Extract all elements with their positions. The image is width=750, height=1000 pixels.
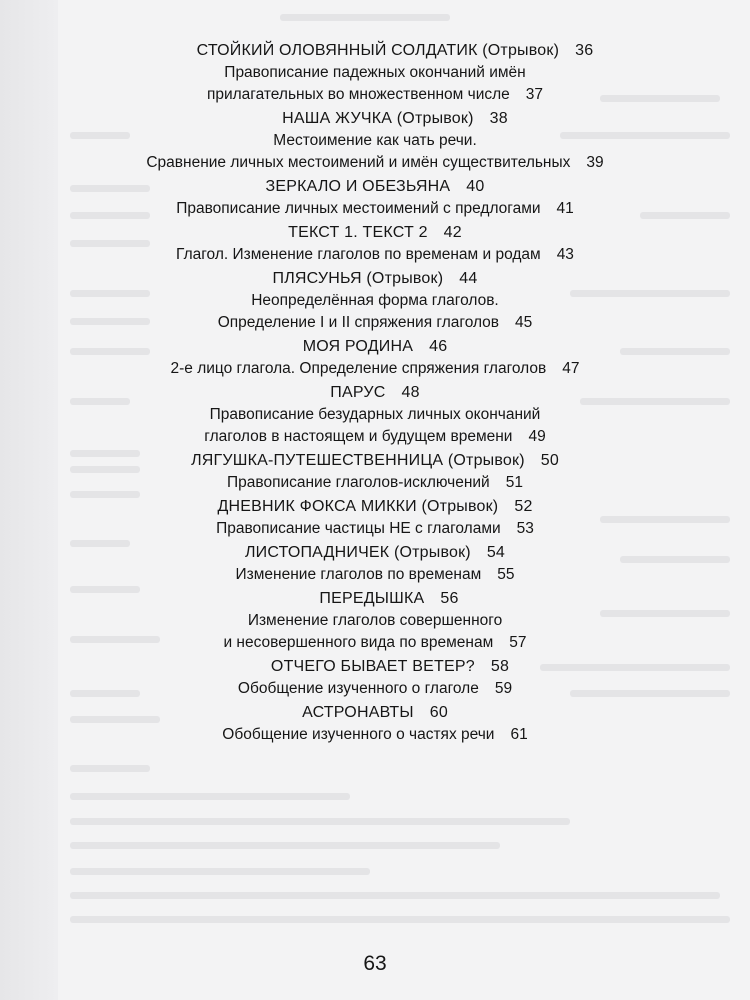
toc-page-number: 43 [556,246,574,263]
toc-entry [0,40,750,106]
toc-entry-title: ЗЕРКАЛО И ОБЕЗЬЯНА 40 [265,178,485,195]
toc-entry-title: НАША ЖУЧКА (Отрывок) 38 [282,110,508,127]
toc-page-number: 61 [510,726,528,743]
toc-subentry: Определение I и II спряжения глаголов 45 [217,314,533,331]
toc-subentry: Местоимение как чать речи. [273,132,477,149]
toc-page-number: 51 [505,474,523,491]
toc-entry [0,496,750,540]
toc-page-number: 57 [509,634,527,651]
toc-entry [0,176,750,220]
toc-page-number: 58 [490,658,510,675]
toc-page-number: 44 [459,270,478,287]
toc-subentry: Правописание падежных окончаний имён [224,64,526,81]
toc-page-number: 41 [556,200,574,217]
toc-entry-title: ТЕКСТ 1. ТЕКСТ 2 42 [288,224,462,241]
toc-subentry: Изменение глаголов совершенного [247,612,503,629]
toc-subentry: Правописание безударных личных окончаний [209,406,541,423]
toc-page-number: 59 [494,680,513,697]
toc-page-number: 40 [466,178,485,195]
toc-page-number: 54 [486,544,506,561]
toc-page-number: 38 [489,110,508,127]
toc-entry-title: ЛЯГУШКА-ПУТЕШЕСТВЕННИЦА (Отрывок) 50 [191,452,559,469]
toc-page-number: 47 [562,360,580,377]
toc-entry [0,222,750,266]
toc-subentry: Неопределённая форма глаголов. [251,292,499,309]
toc-page-number: 55 [497,566,515,583]
toc-page-number: 42 [443,224,462,241]
toc-entry [0,336,750,380]
toc-entry [0,702,750,746]
toc-entry-title: ПАРУС 48 [330,384,420,401]
toc-entry-title: ОТЧЕГО БЫВАЕТ ВЕТЕР? 58 [270,658,510,675]
toc-page-number: 56 [440,590,459,607]
toc-page-number: 52 [514,498,533,515]
toc-entry-title: ЛИСТОПАДНИЧЕК (Отрывок) 54 [244,544,506,561]
toc-entry-title: ПЛЯСУНЬЯ (Отрывок) 44 [272,270,478,287]
toc-page-number: 46 [429,338,448,355]
toc-entry-title: ДНЕВНИК ФОКСА МИККИ (Отрывок) 52 [217,498,533,515]
toc-entry-title: ПЕРЕДЫШКА 56 [319,590,459,607]
toc-subentry: и несовершенного вида по временам 57 [223,634,527,651]
toc-subentry: 2-е лицо глагола. Определение спряжения глаголов 47 [170,360,580,377]
toc-subentry: Обобщение изученного о глаголе 59 [237,680,513,697]
table-of-contents [0,38,750,746]
toc-entry [0,382,750,448]
toc-page-number: 50 [540,452,559,469]
toc-page-number: 49 [528,428,546,445]
toc-page-number: 53 [516,520,534,537]
toc-entry-title: АСТРОНАВТЫ 60 [302,704,448,721]
toc-entry [0,588,750,654]
toc-subentry: Правописание глаголов-исключений 51 [227,474,523,491]
toc-subentry: Сравнение личных местоимений и имён существительных 39 [146,154,604,171]
toc-page-number: 60 [429,704,448,721]
toc-entry-title: СТОЙКИЙ ОЛОВЯННЫЙ СОЛДАТИК (Отрывок) 36 [196,42,594,59]
toc-entry [0,268,750,334]
toc-page-number: 37 [525,86,544,103]
toc-entry [0,450,750,494]
toc-entry [0,108,750,174]
toc-entry [0,656,750,700]
toc-subentry: Правописание личных местоимений с предлогами 41 [176,200,574,217]
toc-entry-title: МОЯ РОДИНА 46 [302,338,448,355]
toc-subentry: Обобщение изученного о частях речи 61 [222,726,528,743]
toc-page-number: 39 [586,154,604,171]
page-number: 63 [363,952,387,975]
toc-page-number: 45 [515,314,533,331]
toc-subentry: прилагательных во множественном числе 37 [206,86,544,103]
toc-subentry: Правописание частицы НЕ с глаголами 53 [216,520,534,537]
toc-subentry: Изменение глаголов по временам 55 [235,566,515,583]
toc-subentry: глаголов в настоящем и будущем времени 49 [204,428,546,445]
toc-entry [0,542,750,586]
toc-page-number: 48 [401,384,420,401]
toc-page-number: 36 [575,42,594,59]
toc-subentry: Глагол. Изменение глаголов по временам и родам 43 [176,246,574,263]
